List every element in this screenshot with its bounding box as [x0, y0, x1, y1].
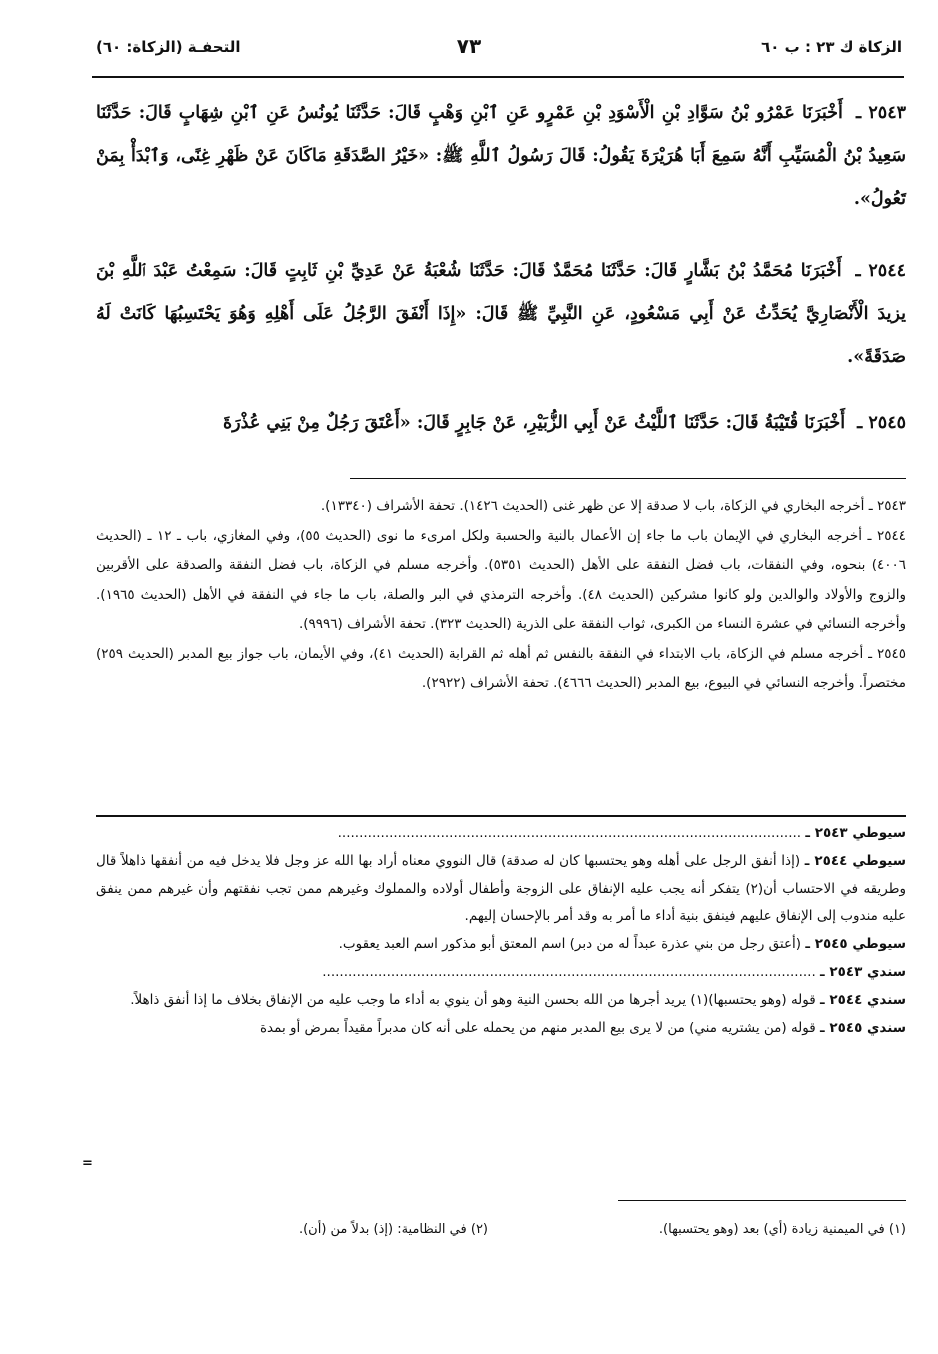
footnote-1: (١) في الميمنية زيادة (أي) بعد (وهو يحتسبها).: [658, 1222, 906, 1237]
continuation-mark: =: [82, 1156, 93, 1171]
commentary-source: سندي ٢٥٤٣ ـ: [820, 963, 906, 980]
commentary-entry: [96, 931, 906, 959]
commentary-source: سيوطي ٢٥٤٣ ـ: [805, 825, 906, 841]
hadith-matn: «إِذَا أَنْفَقَ الرَّجُلُ عَلَى أَهْلِهِ وَهُوَ يَحْتَسِبُهَا كَانَتْ لَهُ صَدَقَةً».: [96, 304, 906, 367]
hadith-matn: «أَعْتَقَ رَجُلٌ مِنْ بَنِي عُذْرَةَ: [223, 413, 411, 433]
takhrij-note: ٢٥٤٥ ـ أخرجه مسلم في الزكاة، باب الابتداء في النفقة بالنفس ثم أهله ثم القرابة (الحديث ٤١)، وفي الأيمان، باب جواز بيع المدبر (الحديث ٢٥٩) مختصراً. وأخرجه النسائي في البيوع، بيع المدبر (الحديث ٤٦٦٦). تحفة الأشراف (٢٩٢٢).: [96, 645, 906, 691]
commentary-entry: [96, 987, 906, 1015]
commentary-entry: [96, 959, 906, 987]
commentary-dots: ...................................................................................................................: [322, 963, 816, 980]
takhrij-note: ٢٥٤٣ ـ أخرجه البخاري في الزكاة، باب لا صدقة إلا عن ظهر غنى (الحديث ١٤٢٦). تحفة الأشراف (١٣٣٤٠).: [320, 498, 906, 514]
commentary-entry: [96, 1015, 906, 1043]
commentary-entry: [96, 820, 906, 848]
page-number: ٧٣: [456, 34, 482, 58]
hadith-isnad: أَخْبَرَنَا مُحَمَّدُ بْنُ بَشَّارٍ قَالَ: حَدَّثَنَا مُحَمَّدٌ قَالَ: حَدَّثَنَا شُعْبَةُ عَنْ عَدِيِّ بْنِ ثَابِتٍ قَالَ: سَمِعْتُ عَبْدَ ٱللَّهِ بْنَ يزيدَ الْأَنْصَارِيَّ يُحَدِّثُ عَنْ أَبِي مَسْعُودٍ، عَنِ النَّبِيِّ ﷺ قَالَ:: [96, 261, 906, 324]
hadith-isnad: أَخْبَرَنَا قُتَيْبَةُ قَالَ: حَدَّثَنَا ٱللَّيْثُ عَنْ أَبِي الزُّبَيْرِ، عَنْ جَابِرٍ قَالَ:: [416, 413, 846, 433]
commentary-source: سيوطي ٢٥٤٥ ـ: [805, 936, 906, 953]
commentary-source: سيوطي ٢٥٤٤ ـ: [804, 852, 906, 869]
takhrij-note: ٢٥٤٤ ـ أخرجه البخاري في الإيمان باب ما جاء إن الأعمال بالنية والحسبة ولكل امرىء ما نوى (الحديث ٥٥)، وفي المغازي، باب ـ ١٢ ـ (الحديث ٤٠٠٦) بنحوه، وفي النفقات، باب فضل النفقة على الأهل (الحديث ٥٣٥١). وأخرجه مسلم في الزكاة، باب فضل النفقة والصدقة على الأقربين والزوج والأولاد والوالدين ولو كانوا مشركين (الحديث ٤٨). وأخرجه الترمذي في البر والصلة، باب ما جاء في النفقة في الأهل (الحديث ١٩٦٥). وأخرجه النسائي في عشرة النساء من الكبرى، ثواب النفقة على الذرية (الحديث ٣٢٣). تحفة الأشراف (٩٩٩٦).: [96, 527, 907, 632]
footnote-2: (٢) في النظامية: (إذ) بدلاً من (أن).: [298, 1222, 488, 1237]
hadith-2544: [96, 250, 906, 379]
footnote-separator: [618, 1200, 906, 1201]
takhrij-notes: [96, 492, 906, 699]
commentary-source: سندي ٢٥٤٥ ـ: [820, 1019, 906, 1036]
hadith-matn: «خَيْرُ الصَّدَقَةِ مَاكَانَ عَنْ ظَهْرِ غِنًى، وَٱبْدَأْ بِمَنْ تَعُولُ».: [96, 146, 906, 209]
commentary-text: (أعتق رجل من بني عذرة عبداً له من دبر) اسم المعتق أبو مذكور اسم العبد يعقوب.: [338, 936, 802, 953]
commentary-dots: ............................................................................................................: [337, 825, 802, 841]
commentary-entry: [96, 848, 906, 931]
commentary-section: [96, 820, 906, 1042]
hadith-number: ٢٥٤٣ ـ: [856, 103, 906, 123]
hadith-number: ٢٥٤٤ ـ: [855, 261, 906, 281]
commentary-text: قوله (من يشتريه مني) من لا يرى بيع المدبر منهم من يحمله على أنه كان مدبراً مقيداً بمرض أو بمدة: [259, 1019, 816, 1036]
running-header-right: الزكاة ك ٢٣ : ب ٦٠: [761, 38, 902, 56]
hadith-number: ٢٥٤٥ ـ: [857, 413, 906, 433]
hadith-2545: [96, 402, 906, 445]
hadith-isnad: أَخْبَرَنَا عَمْرُو بْنُ سَوَّادِ بْنِ الْأَسْوَدِ بْنِ عَمْرٍو عَنِ ٱبْنِ وَهْبٍ قَالَ: حَدَّثَنَا يُونُسُ عَنِ ٱبْنِ شِهَابٍ قَالَ: حَدَّثَنَا سَعِيدُ بْنُ الْمُسَيِّبِ أَنَّهُ سَمِعَ أَبَا هُرَيْرَةَ يَقُولُ: قَالَ رَسُولُ ٱللَّهِ ﷺ:: [96, 103, 907, 166]
header-rule: [92, 76, 904, 78]
commentary-separator: [96, 815, 906, 817]
running-header-left: التحفـة (الزكاة: ٦٠): [96, 38, 241, 56]
takhrij-separator: [350, 478, 906, 479]
commentary-text: قوله (وهو يحتسبها)(١) يريد أجرها من الله بحسن النية وهو أن ينوي به أداء ما وجب عليه من الإنفاق بخلاف ما إذا أنفق ذاهلاً.: [130, 991, 816, 1008]
commentary-text: (إذا أنفق الرجل على أهله وهو يحتسبها كان له صدقة) قال النووي معناه أراد بها الله عز وجل فلا يدخل فيه من أنفقها ذاهلاً قال وطريقه في الاحتساب أن(٢) يتفكر أنه يجب عليه الإنفاق على الزوجة وأطفال أولاده والمملوك وغيرهم ممن تجب نفقتهم وأن غيرهم ممن ينفق عليه مندوب إلى الإنفاق عليهم فينفق بنية أداء ما أمر به وقد أمر بالإحسان إليهم.: [96, 852, 906, 925]
hadith-2543: [96, 92, 906, 221]
commentary-source: سندي ٢٥٤٤ ـ: [820, 991, 906, 1008]
